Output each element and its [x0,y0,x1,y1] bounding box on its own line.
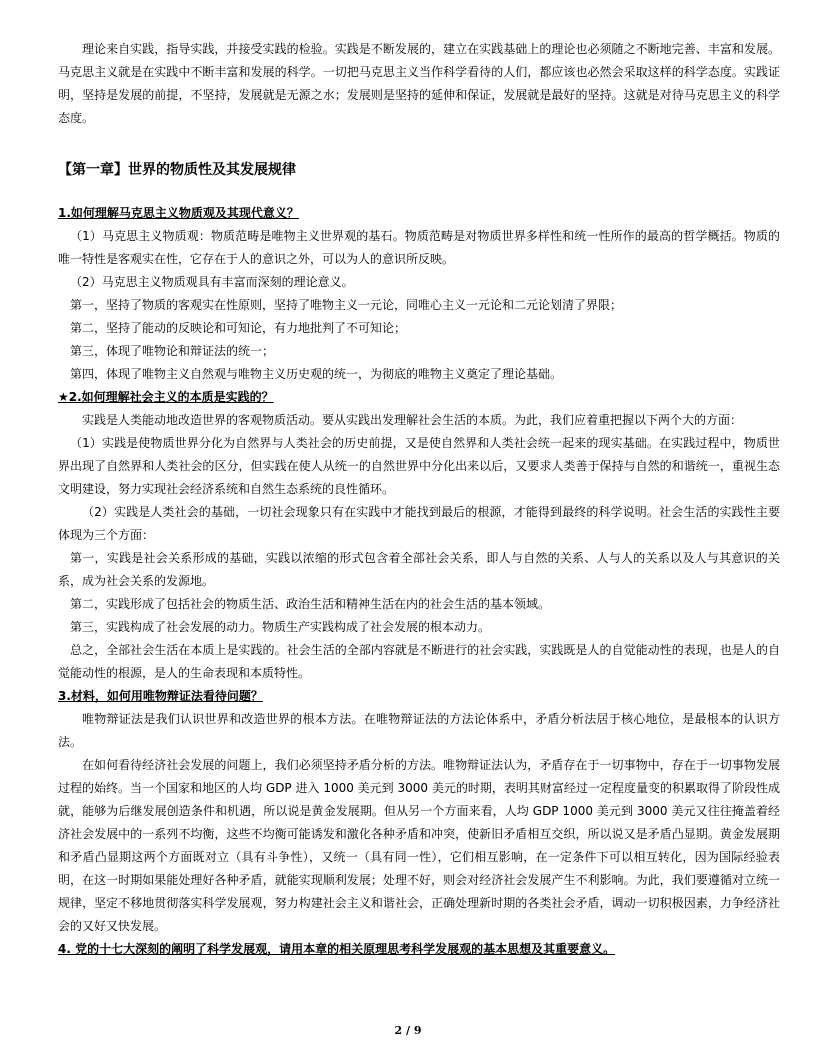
paragraph: 第一，实践是社会关系形成的基础，实践以浓缩的形式包含着全部社会关系，即人与自然的关系、人与人的关系以及人与其意识的关系，成为社会关系的发源地。 [58,551,780,588]
question-3-title: 3.材料，如何用唯物辩证法看待问题？ [58,689,263,703]
paragraph: （1）实践是使物质世界分化为自然界与人类社会的历史前提，又是使自然界和人类社会统一起来的现实基础。在实践过程中，物质世界出现了自然界和人类社会的区分，但实践在使人从统一的自然世界中分化出来以后，又要求人类善于保持与自然的和谐统一，重视生态文明建设，努力实现社会经济系统和自然生态系统的良性循环。 [58,436,780,496]
paragraph: （2）马克思主义物质观具有丰富而深刻的理论意义。 [70,275,354,289]
intro-paragraph: 理论来自实践，指导实践，并接受实践的检验。实践是不断发展的，建立在实践基础上的理论也必须随之不断地完善、丰富和发展。马克思主义就是在实践中不断丰富和发展的科学。一切把马克思主义当作科学看待的人们，都应该也必然会采取这样的科学态度。实践证明，坚持是发展的前提，不坚持，发展就是无源之水；发展则是坚持的延伸和保证，发展就是最好的坚持。这就是对待马克思主义的科学态度。 [58,42,780,125]
paragraph: 第二，坚持了能动的反映论和可知论，有力地批判了不可知论； [70,321,407,335]
paragraph: 第三，体现了唯物论和辩证法的统一； [70,344,275,358]
paragraph: 实践是人类能动地改造世界的客观物质活动。要从实践出发理解社会生活的本质。为此，我们应着重把握以下两个大的方面： [82,413,743,427]
question-4-title: 4. 党的十七大深刻的阐明了科学发展观，请用本章的相关原理思考科学发展观的基本思想及其重要意义。 [58,942,616,956]
chapter-title: 【第一章】世界的物质性及其发展规律 [58,162,296,178]
paragraph: 在如何看待经济社会发展的问题上，我们必须坚持矛盾分析的方法。唯物辩证法认为，矛盾存在于一切事物中，存在于一切事物发展过程的始终。当一个国家和地区的人均 GDP 进入 1000 美元到 3000 美元的时期，表明其财富经过一定程度量变的积累取得了阶段性成就，能够为后继发展创造条件和机遇，所以说是黄金发展期。但从另一个方面来看，人均 GDP 1000 美元到 3000 美元又往往掩盖着经济社会发展中的一系列不均衡，这些不均衡可能诱发和激化各种矛盾和冲突，使新旧矛盾相互交织，所以说又是矛盾凸显期。黄金发展期和矛盾凸显期这两个方面既对立（具有斗争性），又统一（具有同一性），它们相互影响，在一定条件下可以相互转化，因为国际经验表明，在这一时期如果能处理好各种矛盾，就能实现顺利发展；处理不好，则会对经济社会发展产生不利影响。为此，我们要遵循对立统一规律，坚定不移地贯彻落实科学发展观，努力构建社会主义和谐社会，正确处理新时期的各类社会矛盾，调动一切积极因素，力争经济社会的又好又快发展。 [58,758,780,933]
question-1-title: 1.如何理解马克思主义物质观及其现代意义？ [58,206,299,220]
paragraph: 第三，实践构成了社会发展的动力。物质生产实践构成了社会发展的根本动力。 [70,620,491,634]
paragraph: 总之，全部社会生活在本质上是实践的。社会生活的全部内容就是不断进行的社会实践，实践既是人的自觉能动性的表现，也是人的自觉能动性的根源，是人的生命表现和本质特性。 [58,643,780,680]
paragraph: 第二，实践形成了包括社会的物质生活、政治生活和精神生活在内的社会生活的基本领域。 [70,597,551,611]
paragraph: 第四，体现了唯物主义自然观与唯物主义历史观的统一，为彻底的唯物主义奠定了理论基础。 [70,367,563,381]
paragraph: （2）实践是人类社会的基础，一切社会现象只有在实践中才能找到最后的根源，才能得到最终的科学说明。社会生活的实践性主要体现为三个方面： [58,505,780,542]
page-content [58,38,780,961]
page-number: 2 / 9 [394,1024,422,1037]
paragraph: （1）马克思主义物质观：物质范畴是唯物主义世界观的基石。物质范畴是对物质世界多样性和统一性所作的最高的哲学概括。物质的唯一特性是客观实在性，它存在于人的意识之外，可以为人的意识所反映。 [58,229,780,266]
paragraph: 唯物辩证法是我们认识世界和改造世界的根本方法。在唯物辩证法的方法论体系中，矛盾分析法居于核心地位，是最根本的认识方法。 [58,712,780,749]
paragraph: 第一，坚持了物质的客观实在性原则，坚持了唯物主义一元论，同唯心主义一元论和二元论划清了界限； [70,298,623,312]
question-2-title: ★2.如何理解社会主义的本质是实践的？ [58,390,274,404]
